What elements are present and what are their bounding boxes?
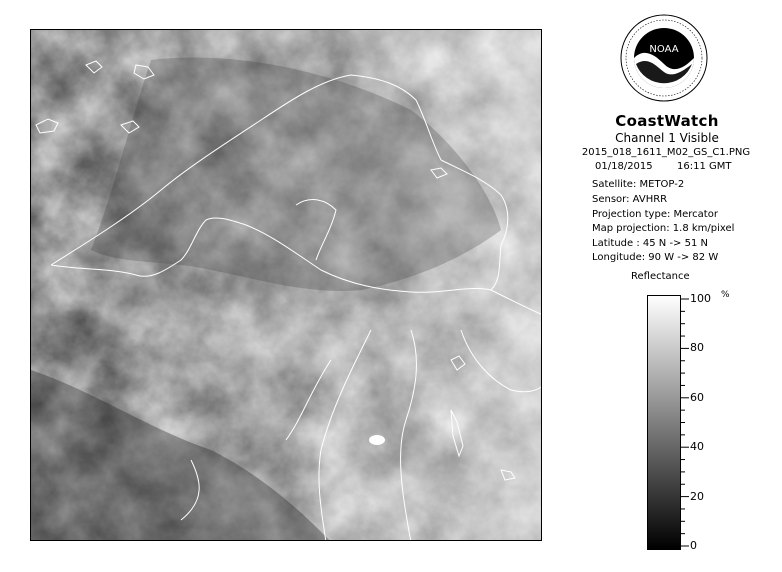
colorbar-tick-label: 60 xyxy=(690,390,704,404)
legend-unit: % xyxy=(721,290,730,300)
channel-label: Channel 1 Visible xyxy=(615,131,719,145)
legend-title: Reflectance xyxy=(631,271,690,282)
time-label: 16:11 GMT xyxy=(677,161,732,172)
reflectance-colorbar xyxy=(647,295,681,550)
sensor-info: Sensor: AVHRR xyxy=(592,194,668,205)
projection-type-info: Projection type: Mercator xyxy=(592,209,718,220)
colorbar-tick-label: 20 xyxy=(690,489,704,503)
colorbar-tick-label: 80 xyxy=(690,341,704,355)
colorbar-tick-label: 40 xyxy=(690,440,704,454)
latitude-info: Latitude : 45 N -> 51 N xyxy=(592,238,708,249)
satellite-image xyxy=(30,29,542,541)
page-title: CoastWatch xyxy=(615,112,719,130)
colorbar-tick-label: 0 xyxy=(690,539,697,552)
satellite-image-svg xyxy=(31,30,542,541)
filename-label: 2015_018_1611_M02_GS_C1.PNG xyxy=(581,147,751,158)
colorbar-tick-label: 100 xyxy=(690,292,711,305)
satellite-info: Satellite: METOP-2 xyxy=(592,179,685,190)
map-projection-info: Map projection: 1.8 km/pixel xyxy=(592,223,735,234)
noaa-logo-text: NOAA xyxy=(649,44,679,55)
noaa-logo xyxy=(620,14,708,102)
date-label: 01/18/2015 xyxy=(595,161,653,172)
colorbar-ticks xyxy=(681,295,693,550)
datetime-label xyxy=(595,161,732,172)
longitude-info: Longitude: 90 W -> 82 W xyxy=(592,252,719,263)
